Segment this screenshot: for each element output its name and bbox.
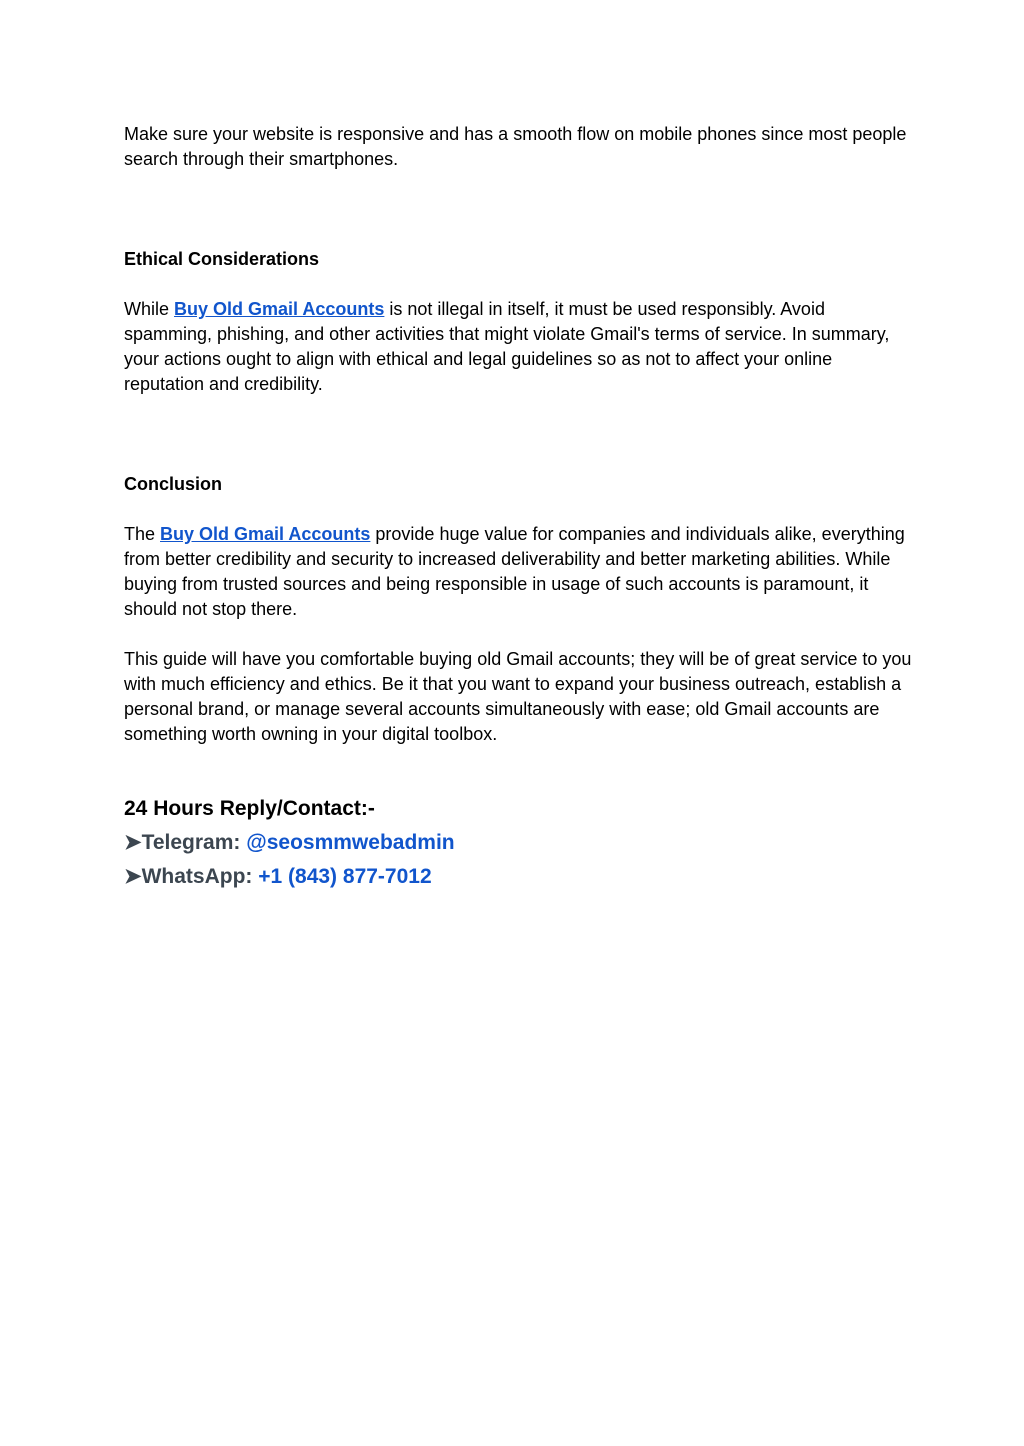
whatsapp-number[interactable]: +1 (843) 877-7012 xyxy=(258,865,432,888)
buy-old-gmail-link[interactable]: Buy Old Gmail Accounts xyxy=(160,524,371,544)
spacer xyxy=(124,747,914,795)
contact-title: 24 Hours Reply/Contact:- xyxy=(124,797,375,820)
spacer xyxy=(124,497,914,522)
spacer xyxy=(124,397,914,472)
spacer xyxy=(124,172,914,247)
ethical-text-after: is not illegal in itself, it must be used responsibly. Avoid spamming, phishing, and other activities that might violate Gmail's terms of service. In summary, your actions ought to align with ethical and legal guidelines so as not to affect your online reputation and credibility. xyxy=(124,299,890,394)
document-page xyxy=(124,122,914,894)
ethical-heading: Ethical Considerations xyxy=(124,249,320,269)
ethical-paragraph xyxy=(124,297,914,397)
conclusion-paragraph-1 xyxy=(124,522,914,622)
telegram-line xyxy=(124,826,914,860)
intro-paragraph: Make sure your website is responsive and has a smooth flow on mobile phones since most people search through their smartphones. xyxy=(124,124,907,169)
whatsapp-label: ➤WhatsApp: xyxy=(124,865,259,888)
buy-old-gmail-link[interactable]: Buy Old Gmail Accounts xyxy=(174,299,385,319)
spacer xyxy=(124,622,914,647)
conclusion-text-before: The xyxy=(124,524,161,544)
conclusion-heading: Conclusion xyxy=(124,474,222,494)
conclusion-paragraph-2: This guide will have you comfortable buying old Gmail accounts; they will be of great service to you with much efficiency and ethics. Be it that you want to expand your business outreach, establish a personal brand, or manage several accounts simultaneously with ease; old Gmail accounts are something worth owning in your digital toolbox. xyxy=(124,649,912,744)
spacer xyxy=(124,272,914,297)
ethical-text-before: While xyxy=(124,299,175,319)
telegram-label: ➤Telegram: xyxy=(124,831,247,854)
whatsapp-line xyxy=(124,860,914,894)
telegram-handle[interactable]: @seosmmwebadmin xyxy=(246,831,455,854)
conclusion-text-after: provide huge value for companies and individuals alike, everything from better credibility and security to increased deliverability and better marketing abilities. While buying from trusted sources and being responsible in usage of such accounts is paramount, it should not stop there. xyxy=(124,524,905,619)
